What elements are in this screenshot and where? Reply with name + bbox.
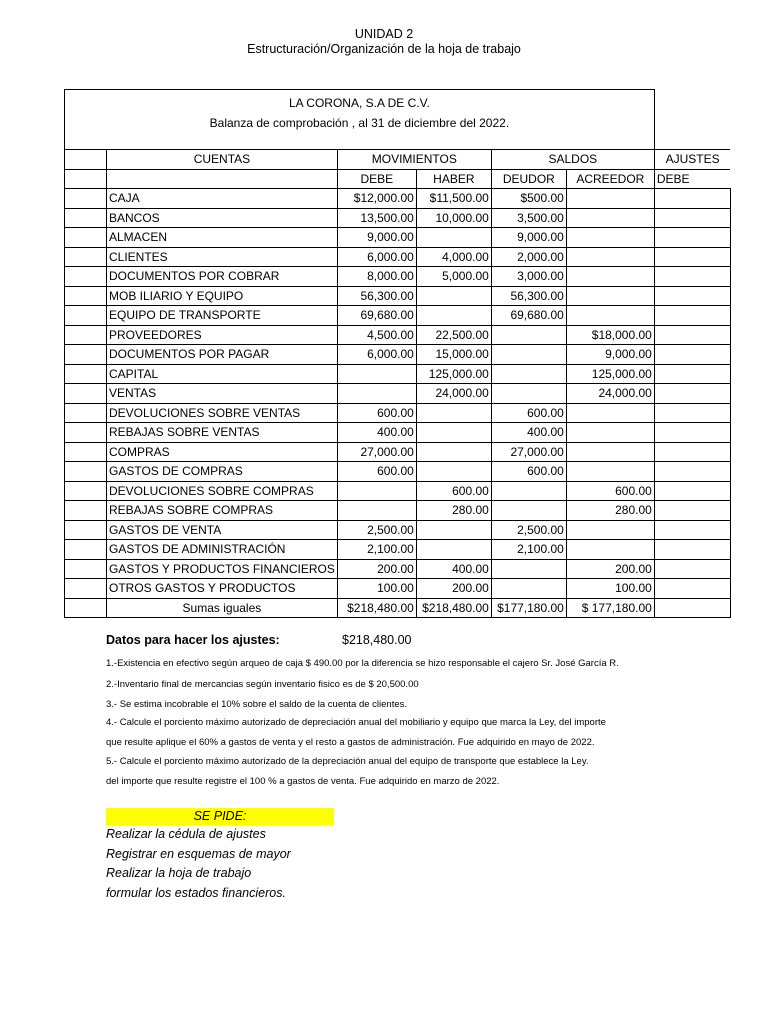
- debe-value: 13,500.00: [337, 208, 416, 228]
- ajustes-debe-value: [654, 345, 730, 365]
- debe-value: 6,000.00: [337, 345, 416, 365]
- row-spacer: [65, 481, 107, 501]
- table-row: [65, 540, 731, 560]
- table-row: [65, 442, 731, 462]
- column-header-row-1: [65, 150, 731, 170]
- haber-value: [416, 462, 491, 482]
- acreedor-value: [566, 520, 654, 540]
- acreedor-value: [566, 247, 654, 267]
- ajustes-debe-value: [654, 579, 730, 599]
- acreedor-value: 100.00: [566, 579, 654, 599]
- col-saldos: SALDOS: [491, 150, 654, 170]
- task-item: Realizar la hoja de trabajo: [106, 866, 252, 880]
- ajustes-debe-value: [654, 423, 730, 443]
- adjustment-item: del importe que resulte registre el 100 % a gastos de venta. Fue adquirido en marzo de 2022.: [106, 776, 500, 787]
- row-spacer: [65, 598, 107, 618]
- row-spacer: [65, 267, 107, 287]
- ajustes-debe-value: [654, 228, 730, 248]
- haber-value: [416, 540, 491, 560]
- adjustment-item: 2.-Inventario final de mercancias según inventario fisico es de $ 20,500.00: [106, 679, 419, 690]
- ajustes-debe-value: [654, 442, 730, 462]
- table-row: [65, 384, 731, 404]
- debe-value: [337, 501, 416, 521]
- haber-value: 5,000.00: [416, 267, 491, 287]
- unit-title: UNIDAD 2: [354, 27, 414, 41]
- acreedor-value: 24,000.00: [566, 384, 654, 404]
- haber-value: 280.00: [416, 501, 491, 521]
- debe-value: 4,500.00: [337, 325, 416, 345]
- deudor-value: [491, 325, 566, 345]
- row-spacer: [65, 345, 107, 365]
- acreedor-value: 280.00: [566, 501, 654, 521]
- table-row: [65, 481, 731, 501]
- acreedor-value: [566, 208, 654, 228]
- table-row: [65, 228, 731, 248]
- col-ajustes: AJUSTES: [654, 150, 730, 170]
- account-name: REBAJAS SOBRE COMPRAS: [107, 501, 338, 521]
- haber-value: 600.00: [416, 481, 491, 501]
- acreedor-value: [566, 228, 654, 248]
- account-name: CAPITAL: [107, 364, 338, 384]
- acreedor-value: $18,000.00: [566, 325, 654, 345]
- table-row: [65, 423, 731, 443]
- debe-value: 2,100.00: [337, 540, 416, 560]
- row-spacer: [65, 462, 107, 482]
- totals-ajustes: [654, 598, 730, 618]
- adjustment-item: 5.- Calcule el porciento máximo autorizado de la depreciación anual del equipo de transporte que establece la Ley.: [106, 756, 589, 767]
- haber-value: [416, 423, 491, 443]
- deudor-value: 600.00: [491, 462, 566, 482]
- company-header: [65, 90, 655, 150]
- debe-value: 100.00: [337, 579, 416, 599]
- debe-value: [337, 384, 416, 404]
- totals-deudor: $177,180.00: [491, 598, 566, 618]
- deudor-value: [491, 481, 566, 501]
- totals-haber: $218,480.00: [416, 598, 491, 618]
- deudor-value: [491, 559, 566, 579]
- deudor-value: [491, 345, 566, 365]
- acreedor-value: [566, 462, 654, 482]
- totals-label: Sumas iguales: [107, 598, 338, 618]
- table-row: [65, 286, 731, 306]
- deudor-value: [491, 364, 566, 384]
- account-name: COMPRAS: [107, 442, 338, 462]
- row-spacer: [65, 247, 107, 267]
- haber-value: 200.00: [416, 579, 491, 599]
- deudor-value: 69,680.00: [491, 306, 566, 326]
- deudor-value: 9,000.00: [491, 228, 566, 248]
- ajustes-debe-value: [654, 481, 730, 501]
- row-spacer: [65, 325, 107, 345]
- acreedor-value: [566, 189, 654, 209]
- account-name: GASTOS DE ADMINISTRACIÓN: [107, 540, 338, 560]
- haber-value: $11,500.00: [416, 189, 491, 209]
- acreedor-value: [566, 306, 654, 326]
- row-spacer: [65, 520, 107, 540]
- deudor-value: 27,000.00: [491, 442, 566, 462]
- ajustes-debe-value: [654, 286, 730, 306]
- deudor-value: 2,500.00: [491, 520, 566, 540]
- acreedor-value: 600.00: [566, 481, 654, 501]
- col-cuentas: CUENTAS: [107, 150, 338, 170]
- acreedor-value: 125,000.00: [566, 364, 654, 384]
- account-name: GASTOS Y PRODUCTOS FINANCIEROS: [107, 559, 338, 579]
- report-title: Balanza de comprobación , al 31 de diciembre del 2022.: [209, 116, 510, 130]
- acreedor-value: [566, 286, 654, 306]
- deudor-value: 400.00: [491, 423, 566, 443]
- table-row: [65, 208, 731, 228]
- trial-balance-table: [64, 89, 731, 618]
- acreedor-value: [566, 442, 654, 462]
- deudor-value: 2,100.00: [491, 540, 566, 560]
- adjustment-item: 4.- Calcule el porciento máximo autorizado de depreciación anual del mobiliario y equipo que marca la Ley, del importe: [106, 717, 606, 728]
- row-spacer: [65, 579, 107, 599]
- ajustes-debe-value: [654, 540, 730, 560]
- task-item: Realizar la cédula de ajustes: [106, 827, 266, 841]
- col-acreedor: ACREEDOR: [566, 169, 654, 189]
- acreedor-value: [566, 267, 654, 287]
- acreedor-value: [566, 423, 654, 443]
- account-name: GASTOS DE VENTA: [107, 520, 338, 540]
- adjustments-title: Datos para hacer los ajustes:: [106, 633, 280, 647]
- deudor-value: 3,000.00: [491, 267, 566, 287]
- ajustes-debe-value: [654, 384, 730, 404]
- adjustments-amount: $218,480.00: [342, 633, 412, 647]
- deudor-value: [491, 579, 566, 599]
- debe-value: 56,300.00: [337, 286, 416, 306]
- col-movimientos: MOVIMIENTOS: [337, 150, 491, 170]
- col-debe: DEBE: [337, 169, 416, 189]
- debe-value: 400.00: [337, 423, 416, 443]
- debe-value: 6,000.00: [337, 247, 416, 267]
- debe-value: 27,000.00: [337, 442, 416, 462]
- ajustes-debe-value: [654, 189, 730, 209]
- table-row: [65, 247, 731, 267]
- acreedor-value: [566, 403, 654, 423]
- ajustes-debe-value: [654, 501, 730, 521]
- ajustes-debe-value: [654, 364, 730, 384]
- row-spacer: [65, 384, 107, 404]
- account-name: ALMACEN: [107, 228, 338, 248]
- deudor-value: $500.00: [491, 189, 566, 209]
- haber-value: [416, 520, 491, 540]
- table-row: [65, 306, 731, 326]
- account-name: BANCOS: [107, 208, 338, 228]
- row-spacer: [65, 189, 107, 209]
- acreedor-value: 9,000.00: [566, 345, 654, 365]
- account-name: DEVOLUCIONES SOBRE COMPRAS: [107, 481, 338, 501]
- totals-row: [65, 598, 731, 618]
- table-row: [65, 559, 731, 579]
- acreedor-value: [566, 540, 654, 560]
- acreedor-value: 200.00: [566, 559, 654, 579]
- haber-value: 22,500.00: [416, 325, 491, 345]
- account-name: CAJA: [107, 189, 338, 209]
- table-row: [65, 462, 731, 482]
- adjustment-item: 1.-Existencia en efectivo según arqueo de caja $ 490.00 por la diferencia se hizo responsable el cajero Sr. José García R.: [106, 658, 619, 669]
- col-ajustes-debe: DEBE: [654, 169, 730, 189]
- row-spacer: [65, 559, 107, 579]
- account-name: CLIENTES: [107, 247, 338, 267]
- row-spacer: [65, 540, 107, 560]
- account-name: GASTOS DE COMPRAS: [107, 462, 338, 482]
- debe-value: 69,680.00: [337, 306, 416, 326]
- task-item: formular los estados financieros.: [106, 886, 286, 900]
- account-name: MOB ILIARIO Y EQUIPO: [107, 286, 338, 306]
- table-row: [65, 520, 731, 540]
- haber-value: 400.00: [416, 559, 491, 579]
- haber-value: 15,000.00: [416, 345, 491, 365]
- haber-value: [416, 306, 491, 326]
- haber-value: [416, 228, 491, 248]
- account-name: VENTAS: [107, 384, 338, 404]
- table-row: [65, 403, 731, 423]
- adjustment-item: que resulte aplique el 60% a gastos de venta y el resto a gastos de administración. Fue adquirido en mayo de 2022.: [106, 737, 595, 748]
- table-row: [65, 267, 731, 287]
- row-spacer: [65, 403, 107, 423]
- table-row: [65, 345, 731, 365]
- totals-debe: $218,480.00: [337, 598, 416, 618]
- ajustes-debe-value: [654, 267, 730, 287]
- account-name: REBAJAS SOBRE VENTAS: [107, 423, 338, 443]
- ajustes-debe-value: [654, 462, 730, 482]
- ajustes-debe-value: [654, 403, 730, 423]
- ajustes-debe-value: [654, 559, 730, 579]
- row-spacer: [65, 306, 107, 326]
- deudor-value: 2,000.00: [491, 247, 566, 267]
- totals-acreedor: $ 177,180.00: [566, 598, 654, 618]
- table-row: [65, 579, 731, 599]
- deudor-value: 3,500.00: [491, 208, 566, 228]
- account-name: DEVOLUCIONES SOBRE VENTAS: [107, 403, 338, 423]
- unit-subtitle: Estructuración/Organización de la hoja de trabajo: [247, 42, 521, 56]
- company-name: LA CORONA, S.A DE C.V.: [288, 96, 430, 110]
- row-spacer: [65, 364, 107, 384]
- table-row: [65, 364, 731, 384]
- row-spacer: [65, 286, 107, 306]
- haber-value: 4,000.00: [416, 247, 491, 267]
- ajustes-debe-value: [654, 520, 730, 540]
- table-row: [65, 189, 731, 209]
- row-spacer: [65, 208, 107, 228]
- debe-value: 8,000.00: [337, 267, 416, 287]
- ajustes-debe-value: [654, 325, 730, 345]
- ajustes-debe-value: [654, 208, 730, 228]
- account-name: DOCUMENTOS POR PAGAR: [107, 345, 338, 365]
- account-name: PROVEEDORES: [107, 325, 338, 345]
- row-spacer: [65, 228, 107, 248]
- ajustes-debe-value: [654, 306, 730, 326]
- haber-value: 125,000.00: [416, 364, 491, 384]
- debe-value: [337, 481, 416, 501]
- row-spacer: [65, 501, 107, 521]
- debe-value: 2,500.00: [337, 520, 416, 540]
- account-name: DOCUMENTOS POR COBRAR: [107, 267, 338, 287]
- debe-value: 9,000.00: [337, 228, 416, 248]
- account-name: EQUIPO DE TRANSPORTE: [107, 306, 338, 326]
- haber-value: 24,000.00: [416, 384, 491, 404]
- ajustes-debe-value: [654, 247, 730, 267]
- debe-value: 200.00: [337, 559, 416, 579]
- haber-value: [416, 442, 491, 462]
- debe-value: $12,000.00: [337, 189, 416, 209]
- deudor-value: 56,300.00: [491, 286, 566, 306]
- debe-value: [337, 364, 416, 384]
- company-header-row: [65, 90, 731, 150]
- debe-value: 600.00: [337, 462, 416, 482]
- haber-value: [416, 286, 491, 306]
- task-item: Registrar en esquemas de mayor: [106, 847, 291, 861]
- column-header-row-2: [65, 169, 731, 189]
- adjustment-item: 3.- Se estima incobrable el 10% sobre el saldo de la cuenta de clientes.: [106, 699, 408, 710]
- table-row: [65, 501, 731, 521]
- haber-value: [416, 403, 491, 423]
- account-name: OTROS GASTOS Y PRODUCTOS: [107, 579, 338, 599]
- deudor-value: [491, 384, 566, 404]
- debe-value: 600.00: [337, 403, 416, 423]
- table-row: [65, 325, 731, 345]
- row-spacer: [65, 442, 107, 462]
- se-pide-label: SE PIDE:: [106, 808, 334, 825]
- deudor-value: 600.00: [491, 403, 566, 423]
- haber-value: 10,000.00: [416, 208, 491, 228]
- row-spacer: [65, 423, 107, 443]
- deudor-value: [491, 501, 566, 521]
- col-haber: HABER: [416, 169, 491, 189]
- col-deudor: DEUDOR: [491, 169, 566, 189]
